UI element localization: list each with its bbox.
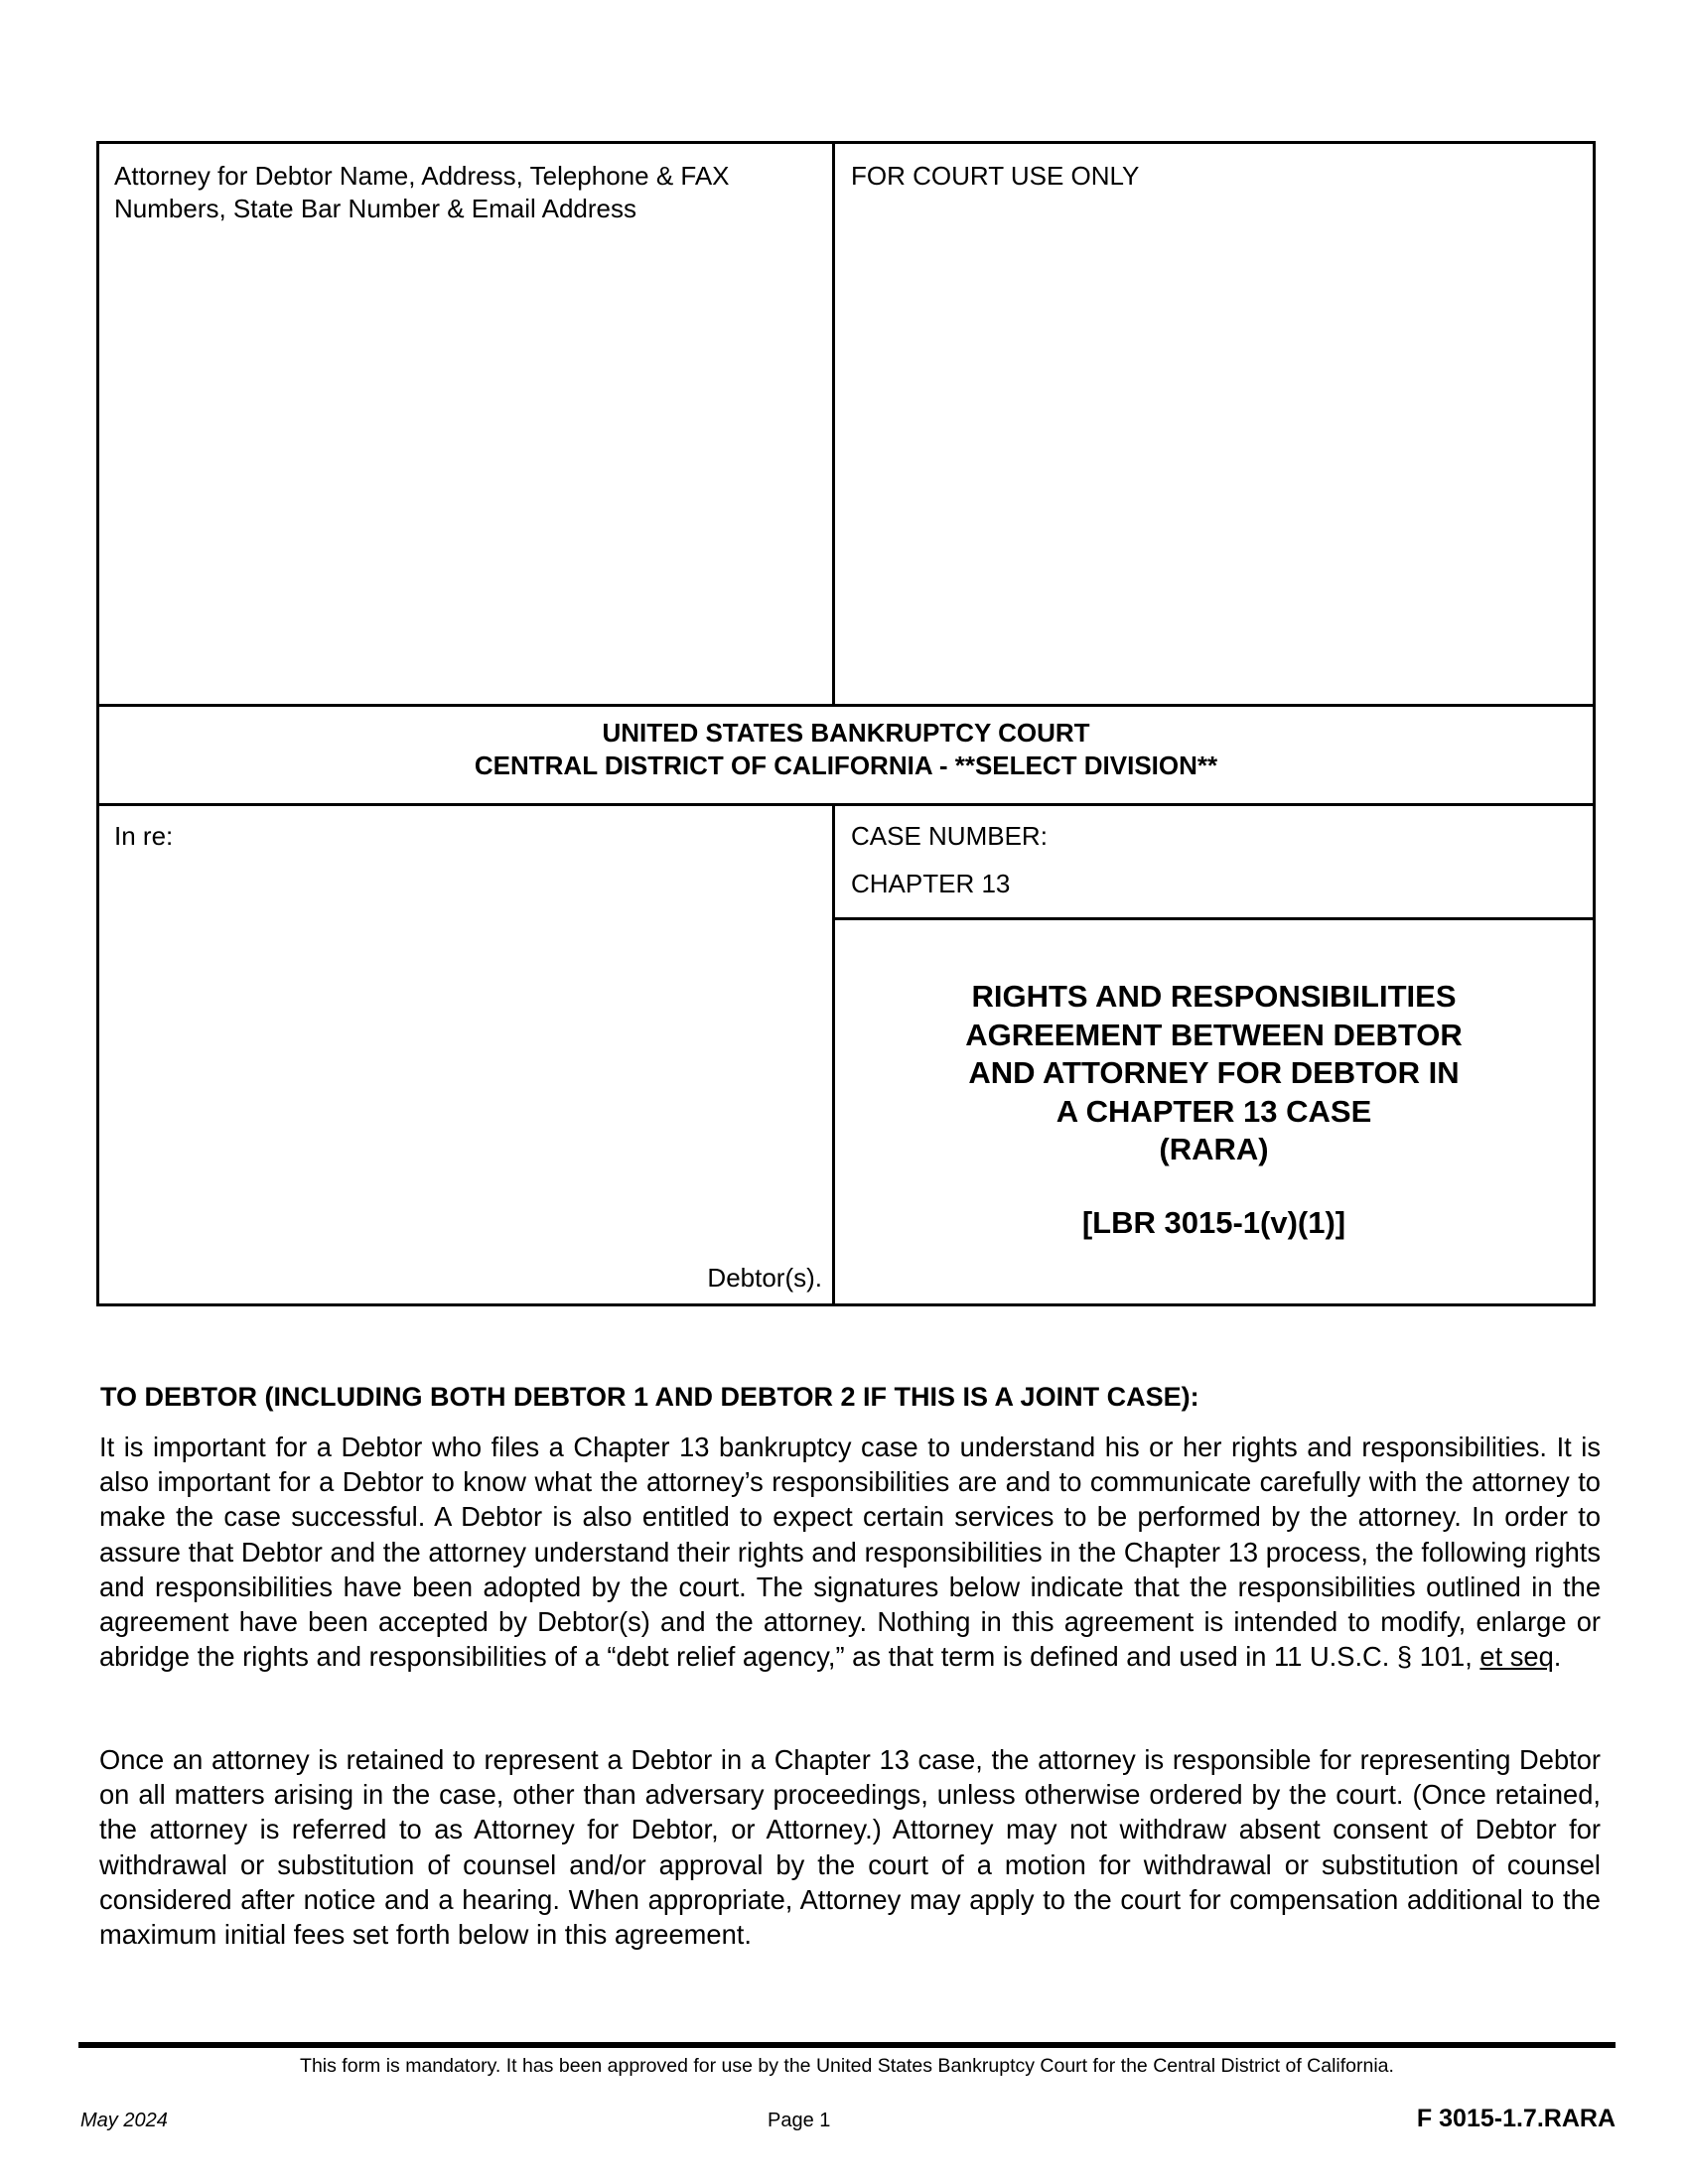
rule-reference: [LBR 3015-1(v)(1)] [1081, 1205, 1346, 1240]
court-name [99, 717, 1593, 782]
footer-page-number: Page 1 [768, 2110, 831, 2131]
chapter-label: CHAPTER 13 [851, 869, 1011, 898]
form-title-line-3: AND ATTORNEY FOR DEBTOR IN [968, 1055, 1460, 1090]
intro-paragraph [99, 1430, 1601, 1674]
intro-paragraph-text: It is important for a Debtor who files a Chapter 13 bankruptcy case to understand his or her rights and responsibilities. It is also important for a Debtor to know what the attorney’s responsibilities are and to communicate carefully with the attorney to make the case successful. A Debtor is also entitled to expect certain services to be performed by the attorney. In order to assure that Debtor and the attorney understand their rights and responsibilities in the Chapter 13 process, the following rights and responsibilities have been adopted by the court. The signatures below indicate that the responsibilities outlined in the agreement have been accepted by Debtor(s) and the attorney. Nothing in this agreement is intended to modify, enlarge or abridge the rights and responsibilities of a “debt relief agency,” as that term is defined and used in 11 U.S.C. § 101, [99, 1432, 1601, 1673]
form-title-line-1: RIGHTS AND RESPONSIBILITIES [971, 979, 1457, 1014]
caption-divider-case-box [834, 917, 1593, 920]
form-title-line-2: AGREEMENT BETWEEN DEBTOR [965, 1017, 1463, 1052]
form-title-line-5: (RARA) [1159, 1132, 1269, 1166]
form-title [835, 978, 1593, 1169]
et-seq-text: et seq [1479, 1641, 1554, 1673]
court-name-line-2: CENTRAL DISTRICT OF CALIFORNIA - **SELECT DIVISION** [474, 751, 1218, 780]
form-title-line-4: A CHAPTER 13 CASE [1055, 1093, 1372, 1129]
retention-paragraph: Once an attorney is retained to represent a Debtor in a Chapter 13 case, the attorney is responsible for representing Debtor on all matters arising in the case, other than adversary proceedings, unless otherwise ordered by the court. (Once retained, the attorney is referred to as Attorney for Debtor, or Attorney.) Attorney may not withdraw absent consent of Debtor for withdrawal or substitution of counsel and/or approval by the court of a motion for withdrawal or substitution of counsel considered after notice and a hearing. When appropriate, Attorney may apply to the court for compensation additional to the maximum initial fees set forth below in this agreement. [99, 1744, 1601, 1951]
caption-divider-horizontal-2 [99, 803, 1593, 806]
footer-form-number: F 3015-1.7.RARA [1416, 2105, 1616, 2132]
caption-divider-vertical-top [832, 144, 835, 705]
footer-mandatory-note: This form is mandatory. It has been approved for use by the United States Bankruptcy Court for the Central District of California. [300, 2055, 1394, 2077]
case-number-label: CASE NUMBER: [851, 821, 1048, 851]
debtors-label: Debtor(s). [707, 1263, 822, 1293]
court-name-line-1: UNITED STATES BANKRUPTCY COURT [602, 718, 1090, 748]
intro-paragraph-end: . [1553, 1641, 1562, 1673]
section-heading: TO DEBTOR (INCLUDING BOTH DEBTOR 1 AND DEBTOR 2 IF THIS IS A JOINT CASE): [100, 1382, 1199, 1412]
caption-divider-horizontal-1 [99, 704, 1593, 707]
court-use-only-label: FOR COURT USE ONLY [851, 161, 1140, 191]
case-caption-table [96, 141, 1596, 1306]
footer-date: May 2024 [80, 2110, 168, 2131]
footer-rule [78, 2042, 1616, 2048]
attorney-info-label: Attorney for Debtor Name, Address, Telephone & FAX Numbers, State Bar Number & Email Address [114, 161, 730, 223]
in-re-label: In re: [114, 821, 174, 851]
